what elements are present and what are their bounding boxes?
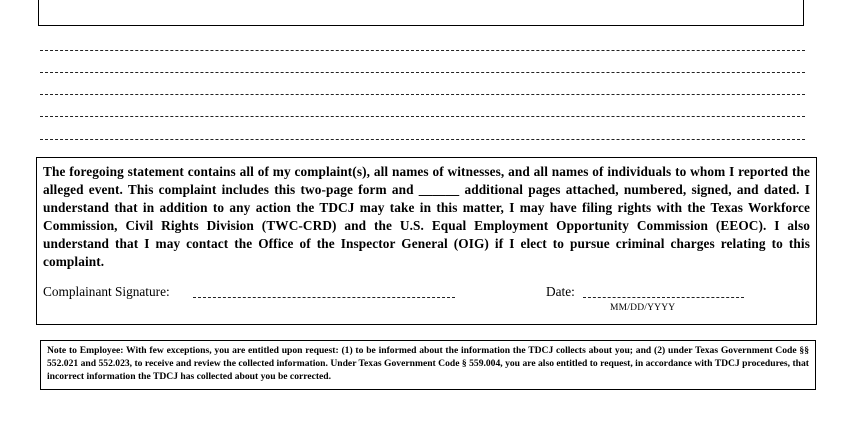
signature-label: Complainant Signature: <box>43 284 170 299</box>
certification-statement: The foregoing statement contains all of my complaint(s), all names of witnesses, and all names of individuals to whom I reported the alleged event. This complaint includes this two-page form and ______ additional pages attached, numbered, signed, and dated. I understand that in addition to any action the TDCJ may take in this matter, I may have filing rights with the Texas Workforce Commission, Civil Rights Division (TWC-CRD) and the U.S. Equal Employment Opportunity Commission (EEOC). I also understand that I may contact the Office of the Inspector General (OIG) if I elect to pursue criminal charges relating to this complaint. <box>43 164 810 269</box>
signature-row <box>43 284 803 313</box>
date-format-hint: MM/DD/YYYY <box>610 303 676 313</box>
note-to-employee-text: Note to Employee: With few exceptions, you are entitled upon request: (1) to be informed about the information the TDCJ collects about you; and (2) under Texas Government Code §§ 552.021 and 552.023, to receive and review the collected information. Under Texas Government Code § 559.004, you are also entitled to request, in accordance with TDCJ procedures, that incorrect information the TDCJ has collected about you be corrected. <box>47 345 809 382</box>
statement-line-3[interactable] <box>40 94 805 95</box>
statement-line-1[interactable] <box>40 50 805 51</box>
certification-box <box>36 157 817 325</box>
date-field[interactable] <box>583 297 744 298</box>
statement-line-4[interactable] <box>40 116 805 117</box>
previous-section-box <box>38 0 804 26</box>
statement-line-5[interactable] <box>40 139 805 140</box>
date-label: Date: <box>546 284 575 299</box>
signature-field[interactable] <box>193 297 455 298</box>
note-to-employee-box <box>40 340 816 390</box>
statement-line-2[interactable] <box>40 72 805 73</box>
